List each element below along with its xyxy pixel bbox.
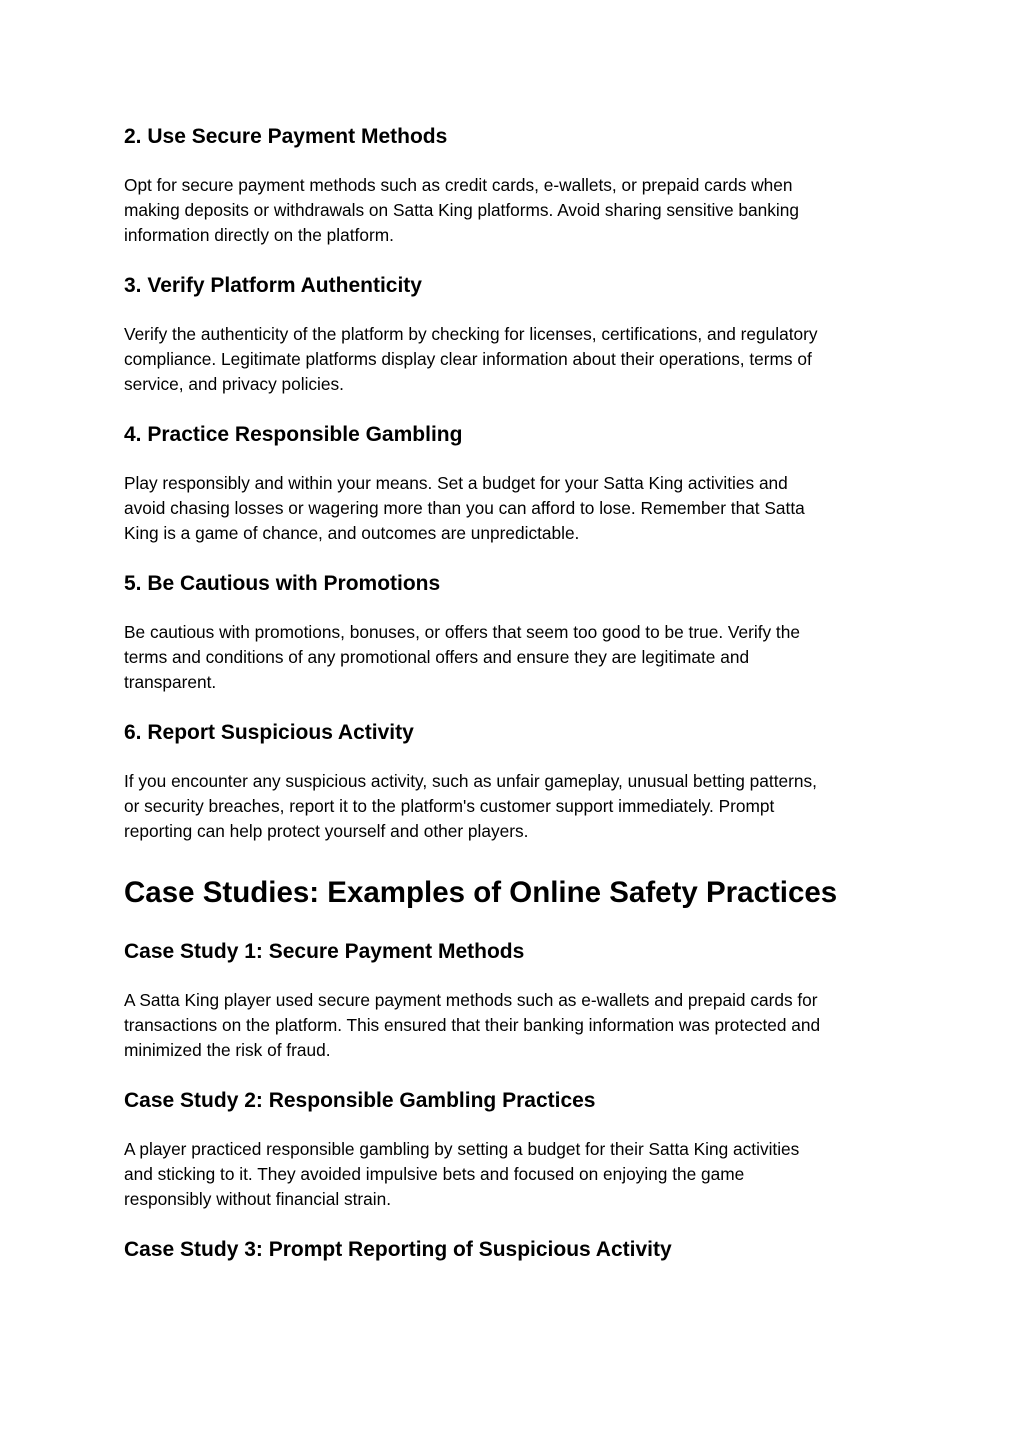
paragraph-line: information directly on the platform. [124, 225, 394, 245]
paragraph-line: making deposits or withdrawals on Satta King platforms. Avoid sharing sensitive banking [124, 200, 799, 220]
case-study-paragraph-2 [124, 1137, 894, 1212]
paragraph-line: compliance. Legitimate platforms display clear information about their operations, terms of [124, 349, 812, 369]
case-study-heading-3: Case Study 3: Prompt Reporting of Suspicious Activity [124, 1238, 672, 1261]
section-paragraph-secure-payment [124, 173, 894, 248]
paragraph-line: King is a game of chance, and outcomes are unpredictable. [124, 523, 580, 543]
paragraph-line: or security breaches, report it to the platform's customer support immediately. Prompt [124, 796, 775, 816]
case-study-paragraph-1 [124, 988, 894, 1063]
paragraph-line: Play responsibly and within your means. Set a budget for your Satta King activities and [124, 473, 788, 493]
paragraph-line: responsibly without financial strain. [124, 1189, 392, 1209]
case-study-heading-2: Case Study 2: Responsible Gambling Practices [124, 1089, 596, 1112]
paragraph-line: reporting can help protect yourself and other players. [124, 821, 529, 841]
section-heading-promotions: 5. Be Cautious with Promotions [124, 572, 441, 595]
paragraph-line: A Satta King player used secure payment methods such as e-wallets and prepaid cards for [124, 990, 818, 1010]
paragraph-line: and sticking to it. They avoided impulsive bets and focused on enjoying the game [124, 1164, 745, 1184]
paragraph-line: A player practiced responsible gambling by setting a budget for their Satta King activities [124, 1139, 800, 1159]
section-heading-secure-payment: 2. Use Secure Payment Methods [124, 125, 448, 148]
section-paragraph-promotions [124, 620, 894, 695]
paragraph-line: terms and conditions of any promotional offers and ensure they are legitimate and [124, 647, 750, 667]
section-paragraph-responsible-gambling [124, 471, 894, 546]
paragraph-line: Be cautious with promotions, bonuses, or offers that seem too good to be true. Verify the [124, 622, 800, 642]
case-studies-title: Case Studies: Examples of Online Safety Practices [124, 876, 838, 909]
section-heading-responsible-gambling: 4. Practice Responsible Gambling [124, 423, 463, 446]
paragraph-line: Opt for secure payment methods such as credit cards, e-wallets, or prepaid cards when [124, 175, 793, 195]
paragraph-line: avoid chasing losses or wagering more than you can afford to lose. Remember that Satta [124, 498, 805, 518]
case-study-heading-1: Case Study 1: Secure Payment Methods [124, 940, 525, 963]
paragraph-line: Verify the authenticity of the platform by checking for licenses, certifications, and regulatory [124, 324, 818, 344]
section-heading-report-activity: 6. Report Suspicious Activity [124, 721, 414, 744]
section-paragraph-report-activity [124, 769, 894, 844]
paragraph-line: service, and privacy policies. [124, 374, 344, 394]
paragraph-line: If you encounter any suspicious activity, such as unfair gameplay, unusual betting patterns, [124, 771, 817, 791]
section-paragraph-verify-platform [124, 322, 894, 397]
section-heading-verify-platform: 3. Verify Platform Authenticity [124, 274, 422, 297]
paragraph-line: transactions on the platform. This ensured that their banking information was protected and [124, 1015, 821, 1035]
paragraph-line: transparent. [124, 672, 217, 692]
paragraph-line: minimized the risk of fraud. [124, 1040, 331, 1060]
